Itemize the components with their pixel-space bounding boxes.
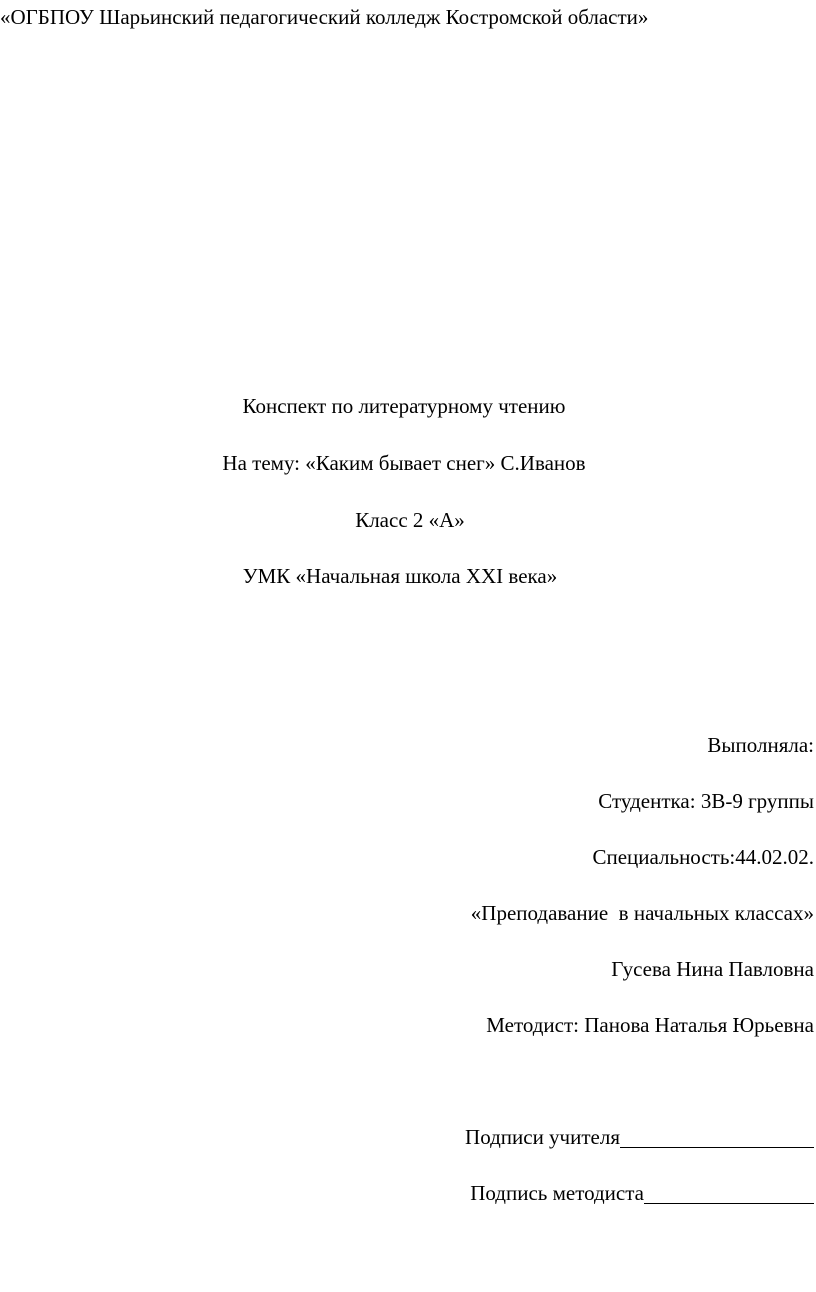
teacher-signature-line xyxy=(620,1128,814,1148)
performed-by-label: Выполняла: xyxy=(707,733,814,757)
specialty-code: Специальность:44.02.02. xyxy=(592,845,814,869)
teacher-signature-row xyxy=(465,1127,814,1148)
lesson-topic: На тему: «Каким бывает снег» С.Иванов xyxy=(222,451,586,475)
methodist-signature-line xyxy=(644,1184,814,1204)
umk-label: УМК «Начальная школа XXI века» xyxy=(242,564,558,588)
student-name: Гусева Нина Павловна xyxy=(611,957,814,981)
methodist-signature-row xyxy=(470,1183,814,1204)
methodist-signature-label: Подпись методиста xyxy=(470,1181,644,1205)
document-title: Конспект по литературному чтению xyxy=(242,394,566,418)
specialty-name: «Преподавание в начальных классах» xyxy=(470,901,814,925)
teacher-signature-label: Подписи учителя xyxy=(465,1125,620,1149)
institution-header: «ОГБПОУ Шарьинский педагогический колледж Костромской области» xyxy=(0,5,649,29)
student-group: Студентка: 3В-9 группы xyxy=(598,789,814,813)
class-label: Класс 2 «А» xyxy=(355,508,465,532)
methodist-name: Методист: Панова Наталья Юрьевна xyxy=(486,1013,814,1037)
